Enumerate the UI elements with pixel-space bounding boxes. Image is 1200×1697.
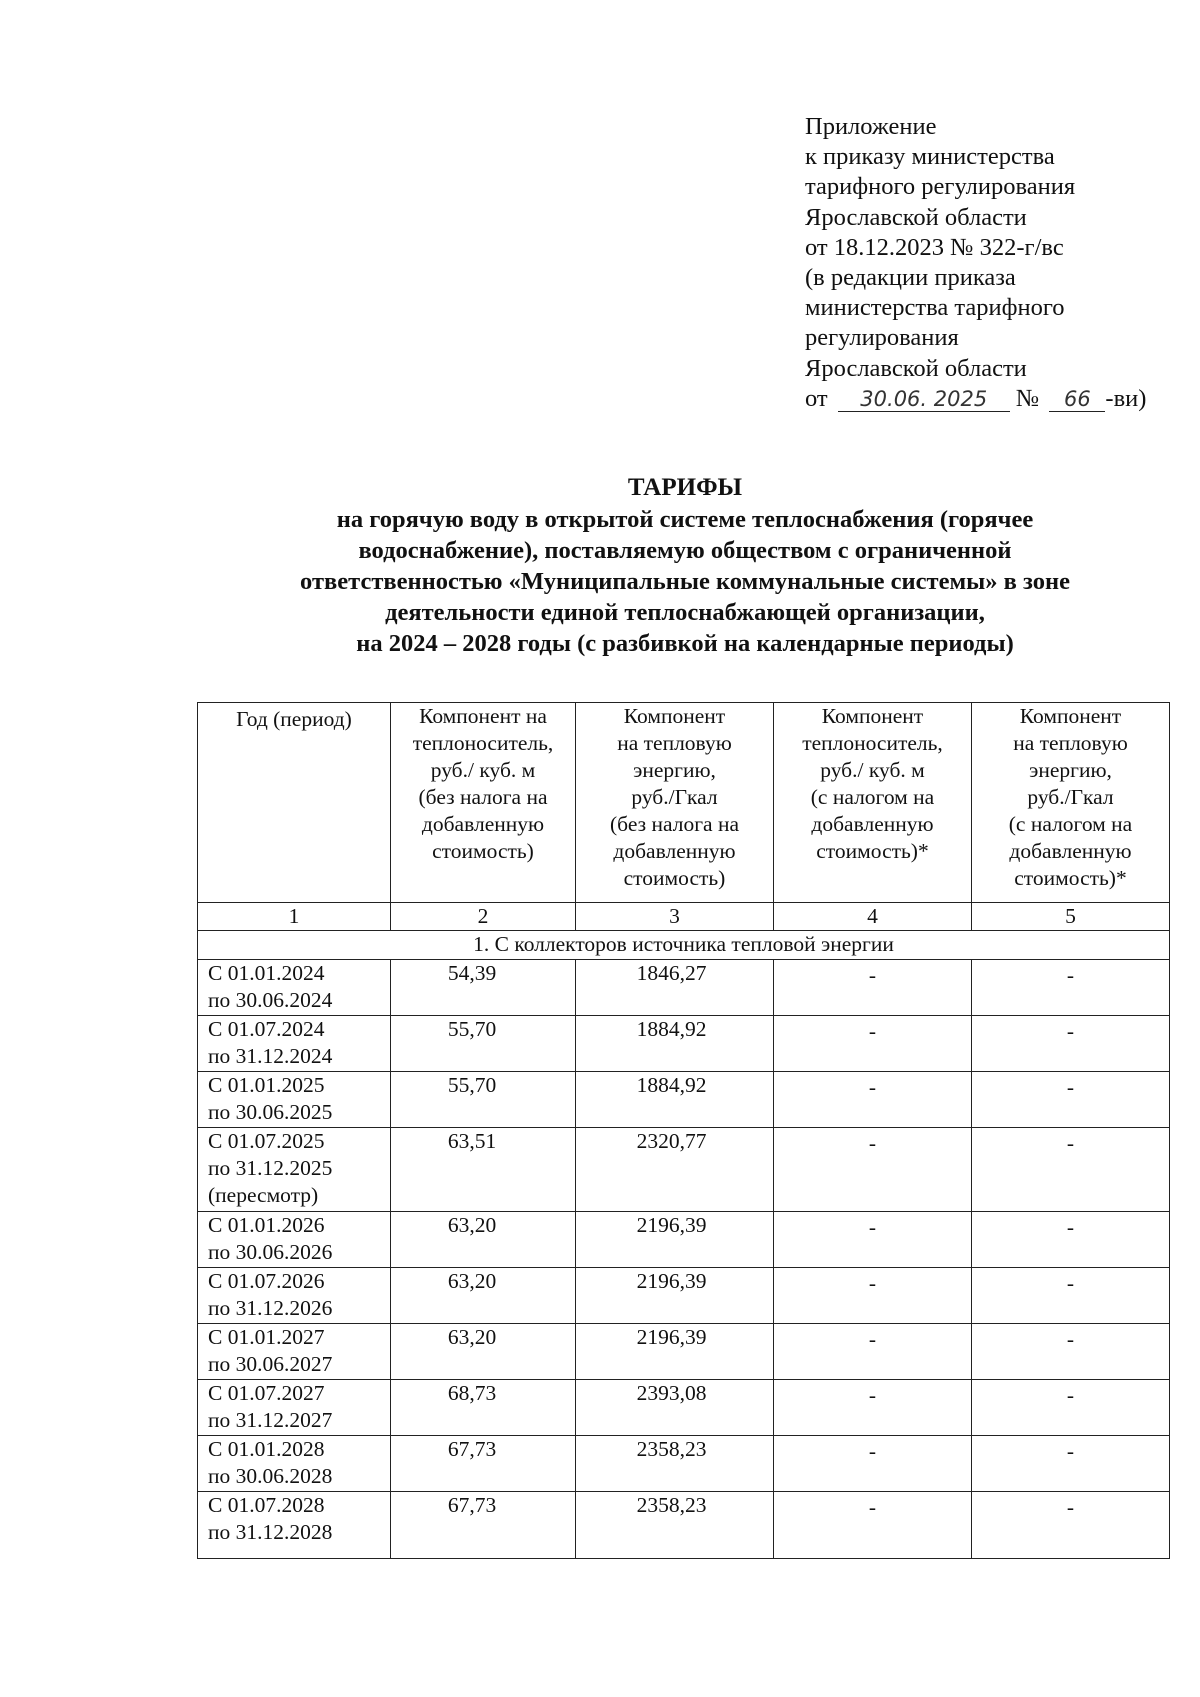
- title-main: ТАРИФЫ: [627, 474, 743, 501]
- energy-price-cell: [576, 1212, 774, 1268]
- column-header-line: стоимость)*: [1014, 866, 1127, 890]
- period-cell: [198, 1128, 391, 1212]
- energy-price: 1846,27: [636, 961, 707, 985]
- table-row: [198, 1268, 1170, 1324]
- appendix-line: Ярославской области: [805, 354, 1027, 382]
- appendix-line: Ярославской области: [805, 203, 1027, 231]
- energy-price-vat-cell: [972, 1016, 1170, 1072]
- appendix-line: регулирования: [805, 324, 959, 352]
- period-line: по 31.12.2027: [208, 1408, 333, 1432]
- column-header-line: (с налогом на: [810, 785, 935, 809]
- coolant-price-vat-cell: [774, 1268, 972, 1324]
- coolant-price-cell: [391, 1016, 576, 1072]
- coolant-price-vat-cell: [774, 1380, 972, 1436]
- appendix-line: от 18.12.2023 № 322-г/вс: [805, 233, 1064, 261]
- title-line: на 2024 – 2028 годы (с разбивкой на календарные периоды): [356, 630, 1014, 657]
- period-line: по 30.06.2026: [208, 1240, 333, 1264]
- period-line: по 31.12.2025: [208, 1156, 333, 1180]
- appendix-line: тарифного регулирования: [805, 173, 1076, 201]
- energy-price-vat: -: [1066, 1439, 1075, 1463]
- period-cell: [198, 1492, 391, 1559]
- column-header-line: добавленную: [421, 812, 545, 836]
- period-cell: [198, 1016, 391, 1072]
- column-header-line: руб./Гкал: [1027, 785, 1114, 809]
- period-line: по 31.12.2024: [208, 1044, 333, 1068]
- energy-price-vat-cell: [972, 1268, 1170, 1324]
- appendix-line: (в редакции приказа: [805, 264, 1016, 292]
- energy-price: 2358,23: [636, 1493, 707, 1517]
- energy-price-vat: -: [1066, 963, 1075, 987]
- column-number: 2: [391, 903, 576, 931]
- table-row: [198, 1380, 1170, 1436]
- energy-price-cell: [576, 1380, 774, 1436]
- handwritten-number: 66: [1049, 387, 1105, 412]
- coolant-price-cell: [391, 1072, 576, 1128]
- coolant-price-vat: -: [868, 1271, 877, 1295]
- coolant-price-cell: [391, 1212, 576, 1268]
- appendix-prefix: от: [805, 384, 828, 412]
- energy-price: 2393,08: [636, 1381, 707, 1405]
- period-line: С 01.07.2024: [208, 1017, 325, 1041]
- title-line: на горячую воду в открытой системе теплоснабжения (горячее: [336, 506, 1034, 533]
- column-header-line: руб./Гкал: [631, 785, 718, 809]
- period-cell: [198, 1380, 391, 1436]
- table-header-row: [198, 703, 1170, 903]
- column-header-line: стоимость): [623, 866, 726, 890]
- column-header-line: руб./ куб. м: [820, 758, 925, 782]
- coolant-price: 54,39: [447, 961, 497, 985]
- table-row: [198, 1436, 1170, 1492]
- column-header-line: (без налога на: [610, 812, 739, 836]
- appendix-line: к приказу министерства: [805, 143, 1055, 171]
- coolant-price-vat-cell: [774, 1016, 972, 1072]
- column-header: [198, 703, 391, 903]
- column-header-line: Компонент: [1019, 704, 1122, 728]
- coolant-price-cell: [391, 1128, 576, 1212]
- period-cell: [198, 1324, 391, 1380]
- column-header-line: теплоноситель,: [802, 731, 943, 755]
- column-header-line: Компонент на: [419, 704, 547, 728]
- column-number: 3: [576, 903, 774, 931]
- period-line: по 30.06.2024: [208, 988, 333, 1012]
- coolant-price-vat: -: [868, 1495, 877, 1519]
- period-line: (пересмотр): [208, 1183, 319, 1207]
- energy-price: 2196,39: [636, 1325, 707, 1349]
- column-header-line: энергию,: [1029, 758, 1112, 782]
- period-cell: [198, 1212, 391, 1268]
- appendix-amendment-line: [805, 384, 1146, 414]
- table-row: [198, 960, 1170, 1016]
- energy-price-vat: -: [1066, 1271, 1075, 1295]
- coolant-price-vat-cell: [774, 1324, 972, 1380]
- coolant-price: 63,20: [447, 1325, 497, 1349]
- column-header: [972, 703, 1170, 903]
- column-number: 5: [972, 903, 1170, 931]
- energy-price: 2196,39: [636, 1213, 707, 1237]
- appendix-note: [805, 112, 1146, 414]
- appendix-line: министерства тарифного: [805, 294, 1065, 322]
- period-line: по 30.06.2027: [208, 1352, 333, 1376]
- period-line: С 01.01.2027: [208, 1325, 325, 1349]
- coolant-price-cell: [391, 1324, 576, 1380]
- period-line: С 01.07.2027: [208, 1381, 325, 1405]
- title-line: деятельности единой теплоснабжающей организации,: [385, 599, 985, 626]
- coolant-price-cell: [391, 1380, 576, 1436]
- period-line: по 31.12.2026: [208, 1296, 333, 1320]
- handwritten-date: 30.06. 2025: [838, 387, 1010, 412]
- energy-price: 2320,77: [636, 1129, 707, 1153]
- coolant-price: 67,73: [447, 1437, 497, 1461]
- column-header-line: руб./ куб. м: [430, 758, 536, 782]
- energy-price-vat-cell: [972, 1436, 1170, 1492]
- energy-price-cell: [576, 960, 774, 1016]
- tariffs-table-body: [198, 703, 1170, 1559]
- coolant-price-vat-cell: [774, 1492, 972, 1559]
- energy-price-vat-cell: [972, 1492, 1170, 1559]
- coolant-price-vat: -: [868, 1215, 877, 1239]
- period-line: по 30.06.2028: [208, 1464, 333, 1488]
- section-row: [198, 931, 1170, 960]
- period-line: по 31.12.2028: [208, 1520, 333, 1544]
- column-header-line: энергию,: [633, 758, 716, 782]
- period-cell: [198, 960, 391, 1016]
- column-header-line: Год (период): [236, 707, 352, 731]
- document-title: [200, 472, 1170, 659]
- coolant-price-vat-cell: [774, 960, 972, 1016]
- coolant-price-vat: -: [868, 963, 877, 987]
- coolant-price-vat: -: [868, 1439, 877, 1463]
- column-header-line: стоимость): [432, 839, 534, 863]
- period-cell: [198, 1436, 391, 1492]
- column-numbers-row: [198, 903, 1170, 931]
- coolant-price-vat-cell: [774, 1128, 972, 1212]
- column-header-line: стоимость)*: [816, 839, 929, 863]
- energy-price: 1884,92: [636, 1017, 707, 1041]
- appendix-line: Приложение: [805, 113, 937, 140]
- coolant-price-cell: [391, 1436, 576, 1492]
- column-header-line: (без налога на: [418, 785, 548, 809]
- energy-price-vat-cell: [972, 1212, 1170, 1268]
- table-row: [198, 1128, 1170, 1212]
- energy-price: 2358,23: [636, 1437, 707, 1461]
- period-line: С 01.07.2028: [208, 1493, 325, 1517]
- section-title: 1. С коллекторов источника тепловой энергии: [198, 931, 1170, 960]
- energy-price-vat-cell: [972, 1324, 1170, 1380]
- energy-price-vat-cell: [972, 1380, 1170, 1436]
- column-header-line: на тепловую: [1013, 731, 1128, 755]
- table-row: [198, 1072, 1170, 1128]
- coolant-price: 63,51: [447, 1129, 497, 1153]
- column-header: [576, 703, 774, 903]
- column-header-line: добавленную: [811, 812, 934, 836]
- coolant-price-vat-cell: [774, 1212, 972, 1268]
- coolant-price-vat: -: [868, 1327, 877, 1351]
- table-row: [198, 1016, 1170, 1072]
- period-line: С 01.01.2024: [208, 961, 325, 985]
- period-cell: [198, 1268, 391, 1324]
- period-line: С 01.07.2025: [208, 1129, 325, 1153]
- energy-price-vat: -: [1066, 1131, 1075, 1155]
- column-header: [391, 703, 576, 903]
- coolant-price: 55,70: [447, 1017, 497, 1041]
- coolant-price-vat: -: [868, 1131, 877, 1155]
- appendix-suffix: -ви): [1105, 384, 1147, 412]
- period-line: С 01.01.2028: [208, 1437, 325, 1461]
- title-line: ответственностью «Муниципальные коммунальные системы» в зоне: [300, 568, 1070, 595]
- coolant-price: 67,73: [447, 1493, 497, 1517]
- number-sign: №: [1015, 384, 1040, 412]
- energy-price-vat: -: [1066, 1075, 1075, 1099]
- column-header-line: теплоноситель,: [412, 731, 554, 755]
- energy-price-cell: [576, 1436, 774, 1492]
- title-line: водоснабжение), поставляемую обществом с ограниченной: [358, 537, 1012, 564]
- column-header-line: на тепловую: [617, 731, 732, 755]
- coolant-price-vat: -: [868, 1019, 877, 1043]
- energy-price-vat-cell: [972, 960, 1170, 1016]
- coolant-price-cell: [391, 960, 576, 1016]
- column-number: 4: [774, 903, 972, 931]
- energy-price-cell: [576, 1492, 774, 1559]
- period-line: С 01.01.2025: [208, 1073, 325, 1097]
- table-row: [198, 1324, 1170, 1380]
- column-header-line: добавленную: [1009, 839, 1132, 863]
- column-header-line: Компонент: [623, 704, 726, 728]
- coolant-price-cell: [391, 1268, 576, 1324]
- coolant-price: 63,20: [447, 1213, 497, 1237]
- energy-price-vat: -: [1066, 1383, 1075, 1407]
- table-row: [198, 1492, 1170, 1559]
- energy-price-cell: [576, 1324, 774, 1380]
- coolant-price-vat: -: [868, 1383, 877, 1407]
- energy-price-vat: -: [1066, 1495, 1075, 1519]
- energy-price-vat-cell: [972, 1072, 1170, 1128]
- energy-price-cell: [576, 1016, 774, 1072]
- coolant-price-vat-cell: [774, 1436, 972, 1492]
- energy-price-vat: -: [1066, 1019, 1075, 1043]
- column-header-line: (с налогом на: [1008, 812, 1133, 836]
- coolant-price-cell: [391, 1492, 576, 1559]
- column-header-line: добавленную: [613, 839, 736, 863]
- coolant-price-vat: -: [868, 1075, 877, 1099]
- energy-price-cell: [576, 1072, 774, 1128]
- column-header: [774, 703, 972, 903]
- period-line: С 01.01.2026: [208, 1213, 325, 1237]
- coolant-price: 55,70: [447, 1073, 497, 1097]
- coolant-price: 68,73: [447, 1381, 497, 1405]
- column-header-line: Компонент: [821, 704, 924, 728]
- energy-price: 1884,92: [636, 1073, 707, 1097]
- tariffs-table: [197, 702, 1170, 1559]
- coolant-price-vat-cell: [774, 1072, 972, 1128]
- energy-price-vat-cell: [972, 1128, 1170, 1212]
- column-number: 1: [198, 903, 391, 931]
- energy-price: 2196,39: [636, 1269, 707, 1293]
- period-cell: [198, 1072, 391, 1128]
- energy-price-cell: [576, 1128, 774, 1212]
- table-row: [198, 1212, 1170, 1268]
- energy-price-vat: -: [1066, 1327, 1075, 1351]
- period-line: С 01.07.2026: [208, 1269, 325, 1293]
- period-line: по 30.06.2025: [208, 1100, 333, 1124]
- energy-price-vat: -: [1066, 1215, 1075, 1239]
- energy-price-cell: [576, 1268, 774, 1324]
- coolant-price: 63,20: [447, 1269, 497, 1293]
